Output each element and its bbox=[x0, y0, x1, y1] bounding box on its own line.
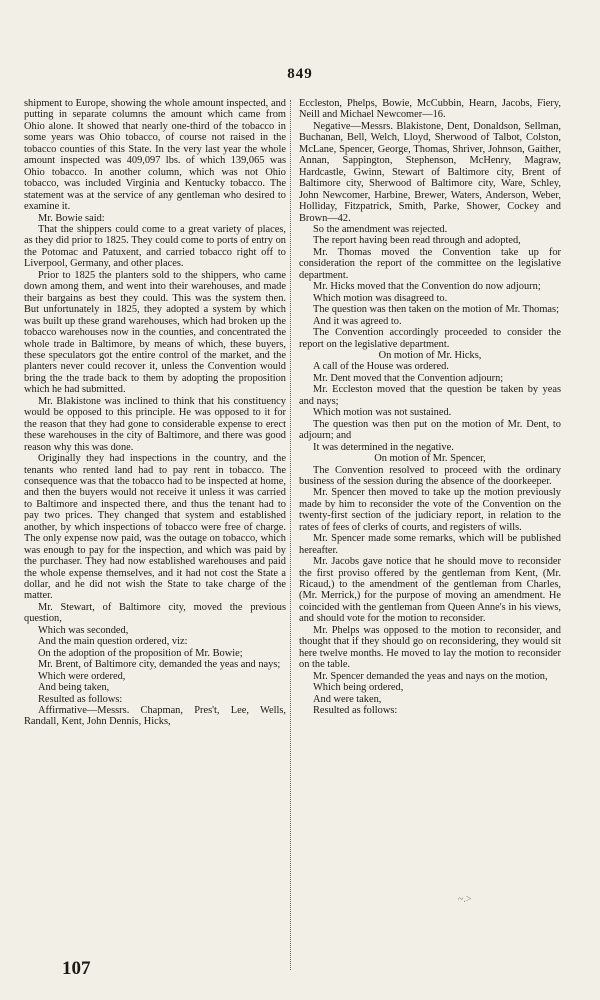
right-column bbox=[299, 98, 561, 716]
paragraph: Resulted as follows: bbox=[313, 705, 398, 717]
paragraph: Originally they had inspections in the country, and the tenants who rented land had to pay rent in tobacco. The consequence was that the tobacco had to be inspected at home, and then the buyers would not receive it unless it was carried to Baltimore and inspected there, and thus the tenant had to pay two prices. They changed that system and established another, by which inspections of tobacco were free of charge. The only expense now paid, was the outage on tobacco, which was enough to pay for the inspection, and which was paid by the purchaser. They had now established warehouses and paid the whole expense themselves, and it had not cost the State a dollar, and he did not wish the State to take charge of the matter. bbox=[24, 453, 286, 602]
paragraph: The Convention accordingly proceeded to consider the report on the legislative department. bbox=[299, 327, 561, 350]
paragraph: Which was seconded, bbox=[38, 624, 129, 636]
paragraph: Affirmative—Messrs. Chapman, Pres't, Lee, Wells, Randall, Kent, John Dennis, Hicks, bbox=[24, 705, 286, 728]
paragraph: It was determined in the negative. bbox=[313, 441, 454, 453]
paragraph: Mr. Dent moved that the Convention adjourn; bbox=[313, 372, 504, 384]
paragraph: Eccleston, Phelps, Bowie, McCubbin, Hearn, Jacobs, Fiery, Neill and Michael Newcomer—16. bbox=[299, 98, 561, 121]
paragraph: And the main question ordered, viz: bbox=[38, 636, 188, 648]
paragraph: On motion of Mr. Spencer, bbox=[374, 453, 486, 465]
paragraph: And were taken, bbox=[313, 693, 382, 705]
paragraph: And being taken, bbox=[38, 682, 110, 694]
paragraph: The report having been read through and adopted, bbox=[313, 235, 521, 247]
signature-number: 107 bbox=[62, 958, 91, 979]
paragraph: On motion of Mr. Hicks, bbox=[378, 349, 482, 361]
paragraph: Mr. Brent, of Baltimore city, demanded the yeas and nays; bbox=[38, 659, 281, 671]
paragraph: Mr. Thomas moved the Convention take up for consideration the report of the committee on the legislative department. bbox=[299, 246, 561, 281]
paragraph: The Convention resolved to proceed with the ordinary business of the session during the absence of the doorkeeper. bbox=[299, 464, 561, 487]
page-number: 849 bbox=[287, 66, 313, 82]
left-column bbox=[24, 98, 286, 728]
paragraph: Prior to 1825 the planters sold to the shippers, who came down among them, and went into their warehouses, and made their bargains as best they could. This was the system then. But unfortunately in 1825, they adopted a system by which was built up these grand warehouses, which had broken up the tobacco warehouses now in the counties, and concentrated the whole trade in Baltimore, by means of which, these buyers, these speculators got the entire control of the market, and the planters never could recover it, unless the Convention would bring the the trade back to them by adopting the proposition which he had submitted. bbox=[24, 269, 286, 396]
ink-smudge: ~.> bbox=[458, 894, 472, 905]
paragraph: Which motion was disagreed to. bbox=[313, 292, 448, 304]
paragraph: On the adoption of the proposition of Mr. Bowie; bbox=[38, 647, 243, 659]
paragraph: Negative—Messrs. Blakistone, Dent, Donaldson, Sellman, Buchanan, Bell, Welch, Lloyd, Sherwood of Talbot, Colston, McLane, Spencer, George, Thomas, Shriver, Johnson, Gaither, Annan, Sappington, Stephenson, McHenry, Magraw, Hardcastle, Gwinn, Stewart of Baltimore city, Brent of Baltimore city, Sherwood of Baltimore city, Ware, Schley, John Newcomer, Harbine, Brewer, Waters, Anderson, Weber, Holliday, Fitzpatrick, Smith, Parke, Shower, Cockey and Brown—42. bbox=[299, 120, 561, 224]
paragraph: A call of the House was ordered. bbox=[313, 361, 449, 373]
paragraph: The question was then put on the motion of Mr. Dent, to adjourn; and bbox=[299, 418, 561, 442]
paragraph: The question was then taken on the motion of Mr. Thomas; bbox=[313, 304, 559, 316]
paragraph: Mr. Phelps was opposed to the motion to reconsider, and thought that if they should go on reconsidering, they would sit here twelve months. He moved to lay the motion to reconsider on the table. bbox=[299, 624, 561, 671]
column-divider bbox=[290, 100, 291, 970]
paragraph: Mr. Jacobs gave notice that he should move to reconsider the first proviso offered by the gentleman from Kent, (Mr. Ricaud,) to the amendment of the gentleman from Charles, (Mr. Merrick,) for the purpose of moving an amendment. He coincided with the gentleman from Queen Anne's in his views, and should vote for the motion to reconsider. bbox=[299, 556, 561, 625]
paragraph: Mr. Spencer demanded the yeas and nays on the motion, bbox=[313, 670, 548, 682]
paragraph: Mr. Stewart, of Baltimore city, moved the previous question, bbox=[24, 601, 286, 625]
paragraph: Mr. Eccleston moved that the question be taken by yeas and nays; bbox=[299, 384, 561, 407]
paragraph: Mr. Hicks moved that the Convention do now adjourn; bbox=[313, 281, 541, 293]
paragraph: Which being ordered, bbox=[313, 682, 404, 694]
paragraph: That the shippers could come to a great variety of places, as they did prior to 1825. They could come to ports of entry on the Potomac and Patuxent, and carried tobacco right off to Liverpool, Germany, and other places. bbox=[24, 223, 286, 270]
paragraph: Mr. Bowie said: bbox=[38, 212, 105, 224]
paragraph: And it was agreed to. bbox=[313, 315, 402, 327]
paragraph: Mr. Spencer then moved to take up the motion previously made by him to reconsider the vote of the Convention on the twenty-first section of the judiciary report, in relation to the rates of fees of clerks of courts, and registers of wills. bbox=[299, 487, 561, 533]
paragraph: So the amendment was rejected. bbox=[313, 223, 448, 235]
paragraph: Mr. Spencer made some remarks, which will be published hereafter. bbox=[299, 533, 561, 556]
paragraph: Which were ordered, bbox=[38, 670, 126, 682]
paragraph: Resulted as follows: bbox=[38, 693, 123, 705]
paragraph: shipment to Europe, showing the whole amount inspected, and putting in separate columns the amount which came from Ohio alone. It showed that nearly one-third of the tobacco in some years was Ohio tobacco, of course not raised in the tobacco counties of this State. In the very last year the whole amount inspected was 409,097 lbs. of which 139,065 was Ohio tobacco. In another column, which was not Ohio tobacco, was included Virginia and Kentucky tobacco. The statement was at the service of any gentleman who desired to examine it. bbox=[24, 98, 286, 213]
paragraph: Which motion was not sustained. bbox=[313, 407, 452, 419]
paragraph: Mr. Blakistone was inclined to think that his constituency would be opposed to this principle. He was opposed to it for the reason that they had gone to considerable expense to erect these warehouses in the city of Baltimore, and there was good reason why this was done. bbox=[24, 395, 286, 453]
